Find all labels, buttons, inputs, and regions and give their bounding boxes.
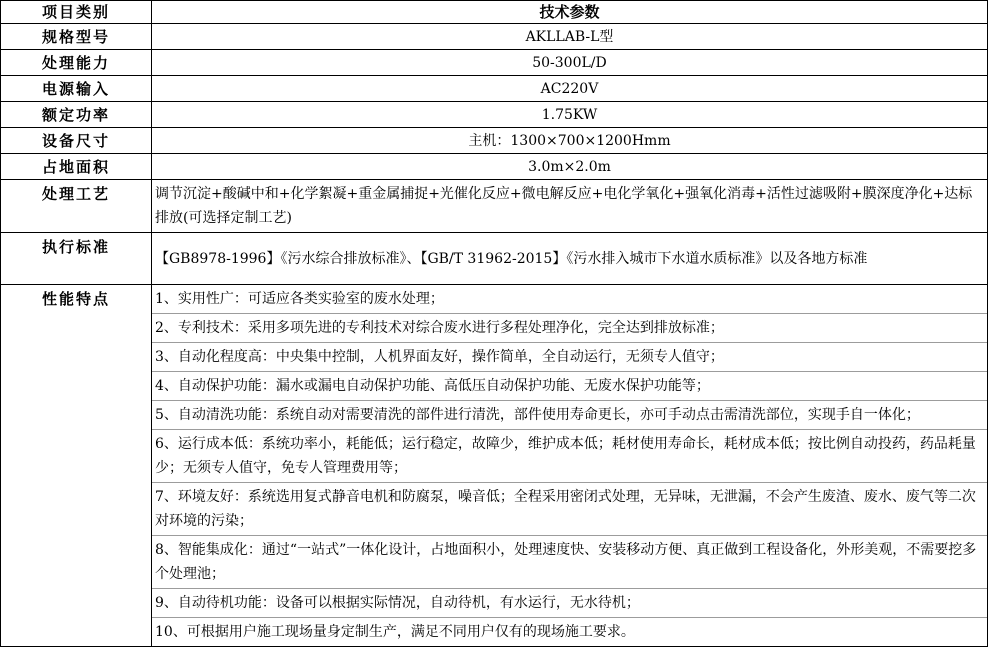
table-row	[1, 128, 988, 154]
feature-item-1: 1、实用性广：可适应各类实验室的废水处理；	[155, 291, 444, 307]
row-value-dimensions: 主机：1300×700×1200Hmm	[152, 128, 988, 154]
feature-item-7: 7、环境友好：系统选用复式静音电机和防腐泵，噪音低；全程采用密闭式处理，无异味，无泄漏，不会产生废渣、废水、废气等二次对环境的污染；	[152, 482, 987, 535]
row-label-dimensions: 设备尺寸	[1, 128, 152, 154]
row-value-power-input: AC220V	[152, 76, 988, 102]
feature-item-5: 5、自动清洗功能：系统自动对需要清洗的部件进行清洗，部件使用寿命更长，亦可手动点击需清洗部位，实现手自一体化；	[152, 400, 987, 429]
row-label-rated-power: 额定功率	[1, 102, 152, 128]
row-value-rated-power: 1.75KW	[152, 102, 988, 128]
row-label-standard: 执行标准	[1, 233, 152, 285]
row-label-capacity: 处理能力	[1, 50, 152, 76]
row-label-power-input: 电源输入	[1, 76, 152, 102]
feature-item-2: 2、专利技术：采用多项先进的专利技术对综合废水进行多程处理净化，完全达到排放标准；	[152, 313, 987, 342]
feature-item-6: 6、运行成本低：系统功率小，耗能低；运行稳定，故障少，维护成本低；耗材使用寿命长，耗材成本低；按比例自动投药，药品耗量少；无须专人值守，免专人管理费用等；	[152, 429, 987, 482]
table-row	[1, 285, 988, 647]
table-row	[1, 233, 988, 285]
row-label-features: 性能特点	[1, 285, 152, 647]
table-row	[1, 180, 988, 233]
header-category: 项目类别	[1, 1, 152, 24]
feature-item-9: 9、自动待机功能：设备可以根据实际情况，自动待机，有水运行，无水待机；	[152, 588, 987, 617]
feature-item-3: 3、自动化程度高：中央集中控制，人机界面友好，操作简单，全自动运行，无须专人值守；	[152, 342, 987, 371]
row-label-process: 处理工艺	[1, 180, 152, 233]
table-row	[1, 50, 988, 76]
row-value-standard: 【GB8978-1996】《污水综合排放标准》、【GB/T 31962-2015】《污水排入城市下水道水质标准》以及各地方标准	[152, 233, 988, 285]
row-value-process: 调节沉淀+酸碱中和+化学絮凝+重金属捕捉+光催化反应+微电解反应+电化学氧化+强氧化消毒+活性过滤吸附+膜深度净化+达标排放(可选择定制工艺)	[152, 180, 988, 233]
feature-item-8: 8、智能集成化：通过“一站式”一体化设计，占地面积小，处理速度快、安装移动方便、真正做到工程设备化，外形美观，不需要挖多个处理池；	[152, 535, 987, 588]
table-header-row	[1, 1, 988, 24]
feature-item-4: 4、自动保护功能：漏水或漏电自动保护功能、高低压自动保护功能、无废水保护功能等；	[152, 371, 987, 400]
row-label-footprint: 占地面积	[1, 154, 152, 180]
features-list	[152, 285, 988, 647]
table-row	[1, 24, 988, 50]
row-label-model: 规格型号	[1, 24, 152, 50]
table-row	[1, 76, 988, 102]
row-value-footprint: 3.0m×2.0m	[152, 154, 988, 180]
table-row	[1, 154, 988, 180]
row-value-capacity: 50-300L/D	[152, 50, 988, 76]
header-parameters: 技术参数	[152, 1, 988, 24]
feature-item-10: 10、可根据用户施工现场量身定制生产，满足不同用户仅有的现场施工要求。	[152, 617, 987, 646]
row-value-model: AKLLAB-L型	[152, 24, 988, 50]
table-row	[1, 102, 988, 128]
